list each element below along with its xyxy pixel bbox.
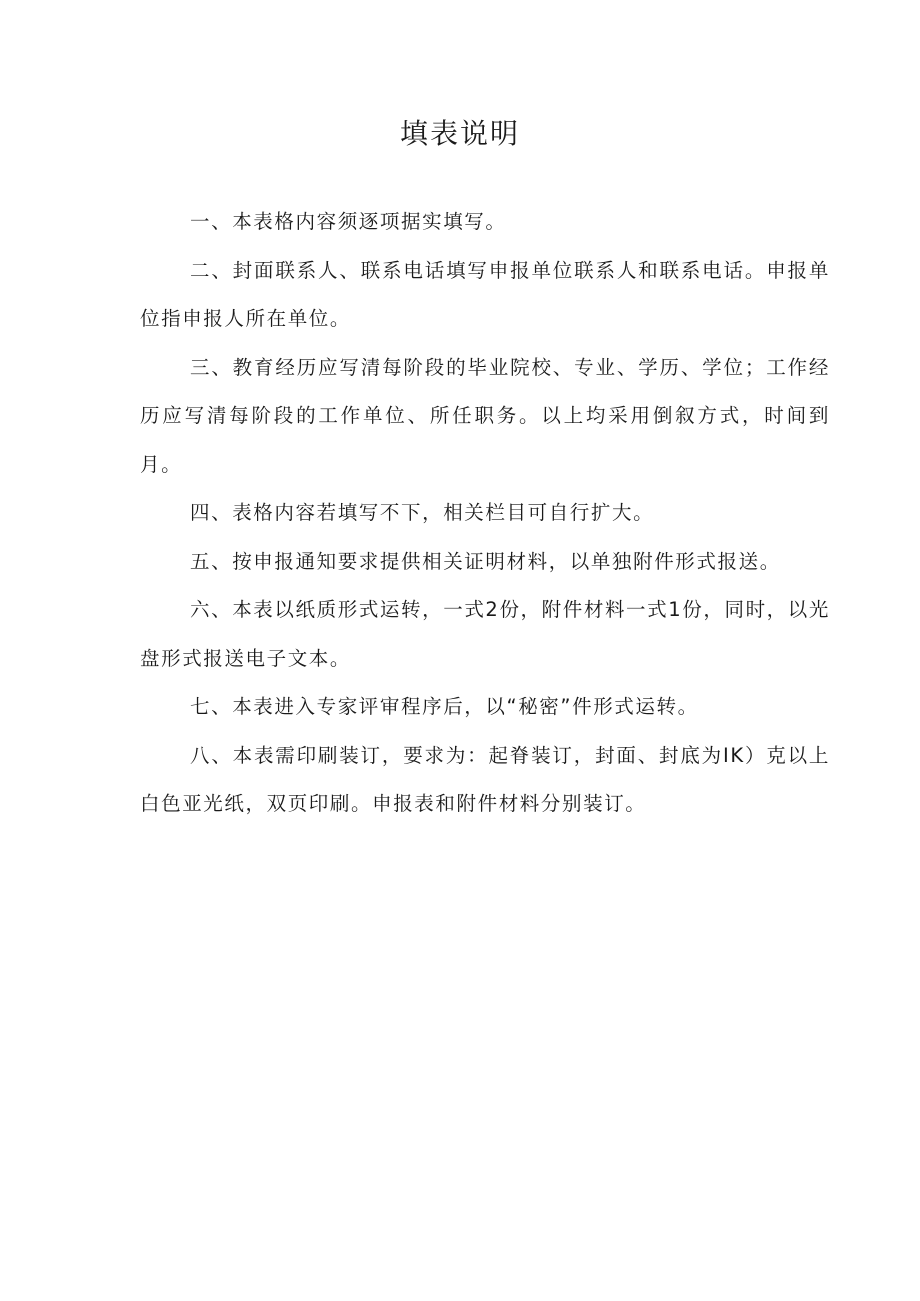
instruction-item-5: 五、按申报通知要求提供相关证明材料，以单独附件形式报送。 <box>190 549 781 573</box>
instruction-item-2: 二、封面联系人、联系电话填写申报单位联系人和联系电话。申报单位指申报人所在单位。 <box>140 258 830 330</box>
instruction-item-4: 四、表格内容若填写不下，相关栏目可自行扩大。 <box>190 501 655 524</box>
instruction-item-6: 六、本表以纸质形式运转，一式2份，附件材料一式1份，同时，以光盘形式报送电子文本。 <box>140 598 830 670</box>
page-title: 填表说明 <box>399 117 520 150</box>
instructions-body <box>140 198 830 829</box>
instruction-item-7: 七、本表进入专家评审程序后，以“秘密”件形式运转。 <box>190 695 699 718</box>
instruction-item-8: 八、本表需印刷装订，要求为：起脊装订，封面、封底为IK）克以上白色亚光纸，双页印刷。申报表和附件材料分别装订。 <box>140 743 830 815</box>
instruction-item-3: 三、教育经历应写清每阶段的毕业院校、专业、学历、学位；工作经历应写清每阶段的工作单位、所任职务。以上均采用倒叙方式，时间到月。 <box>140 355 830 476</box>
instruction-item-1: 一、本表格内容须逐项据实填写。 <box>190 210 507 233</box>
